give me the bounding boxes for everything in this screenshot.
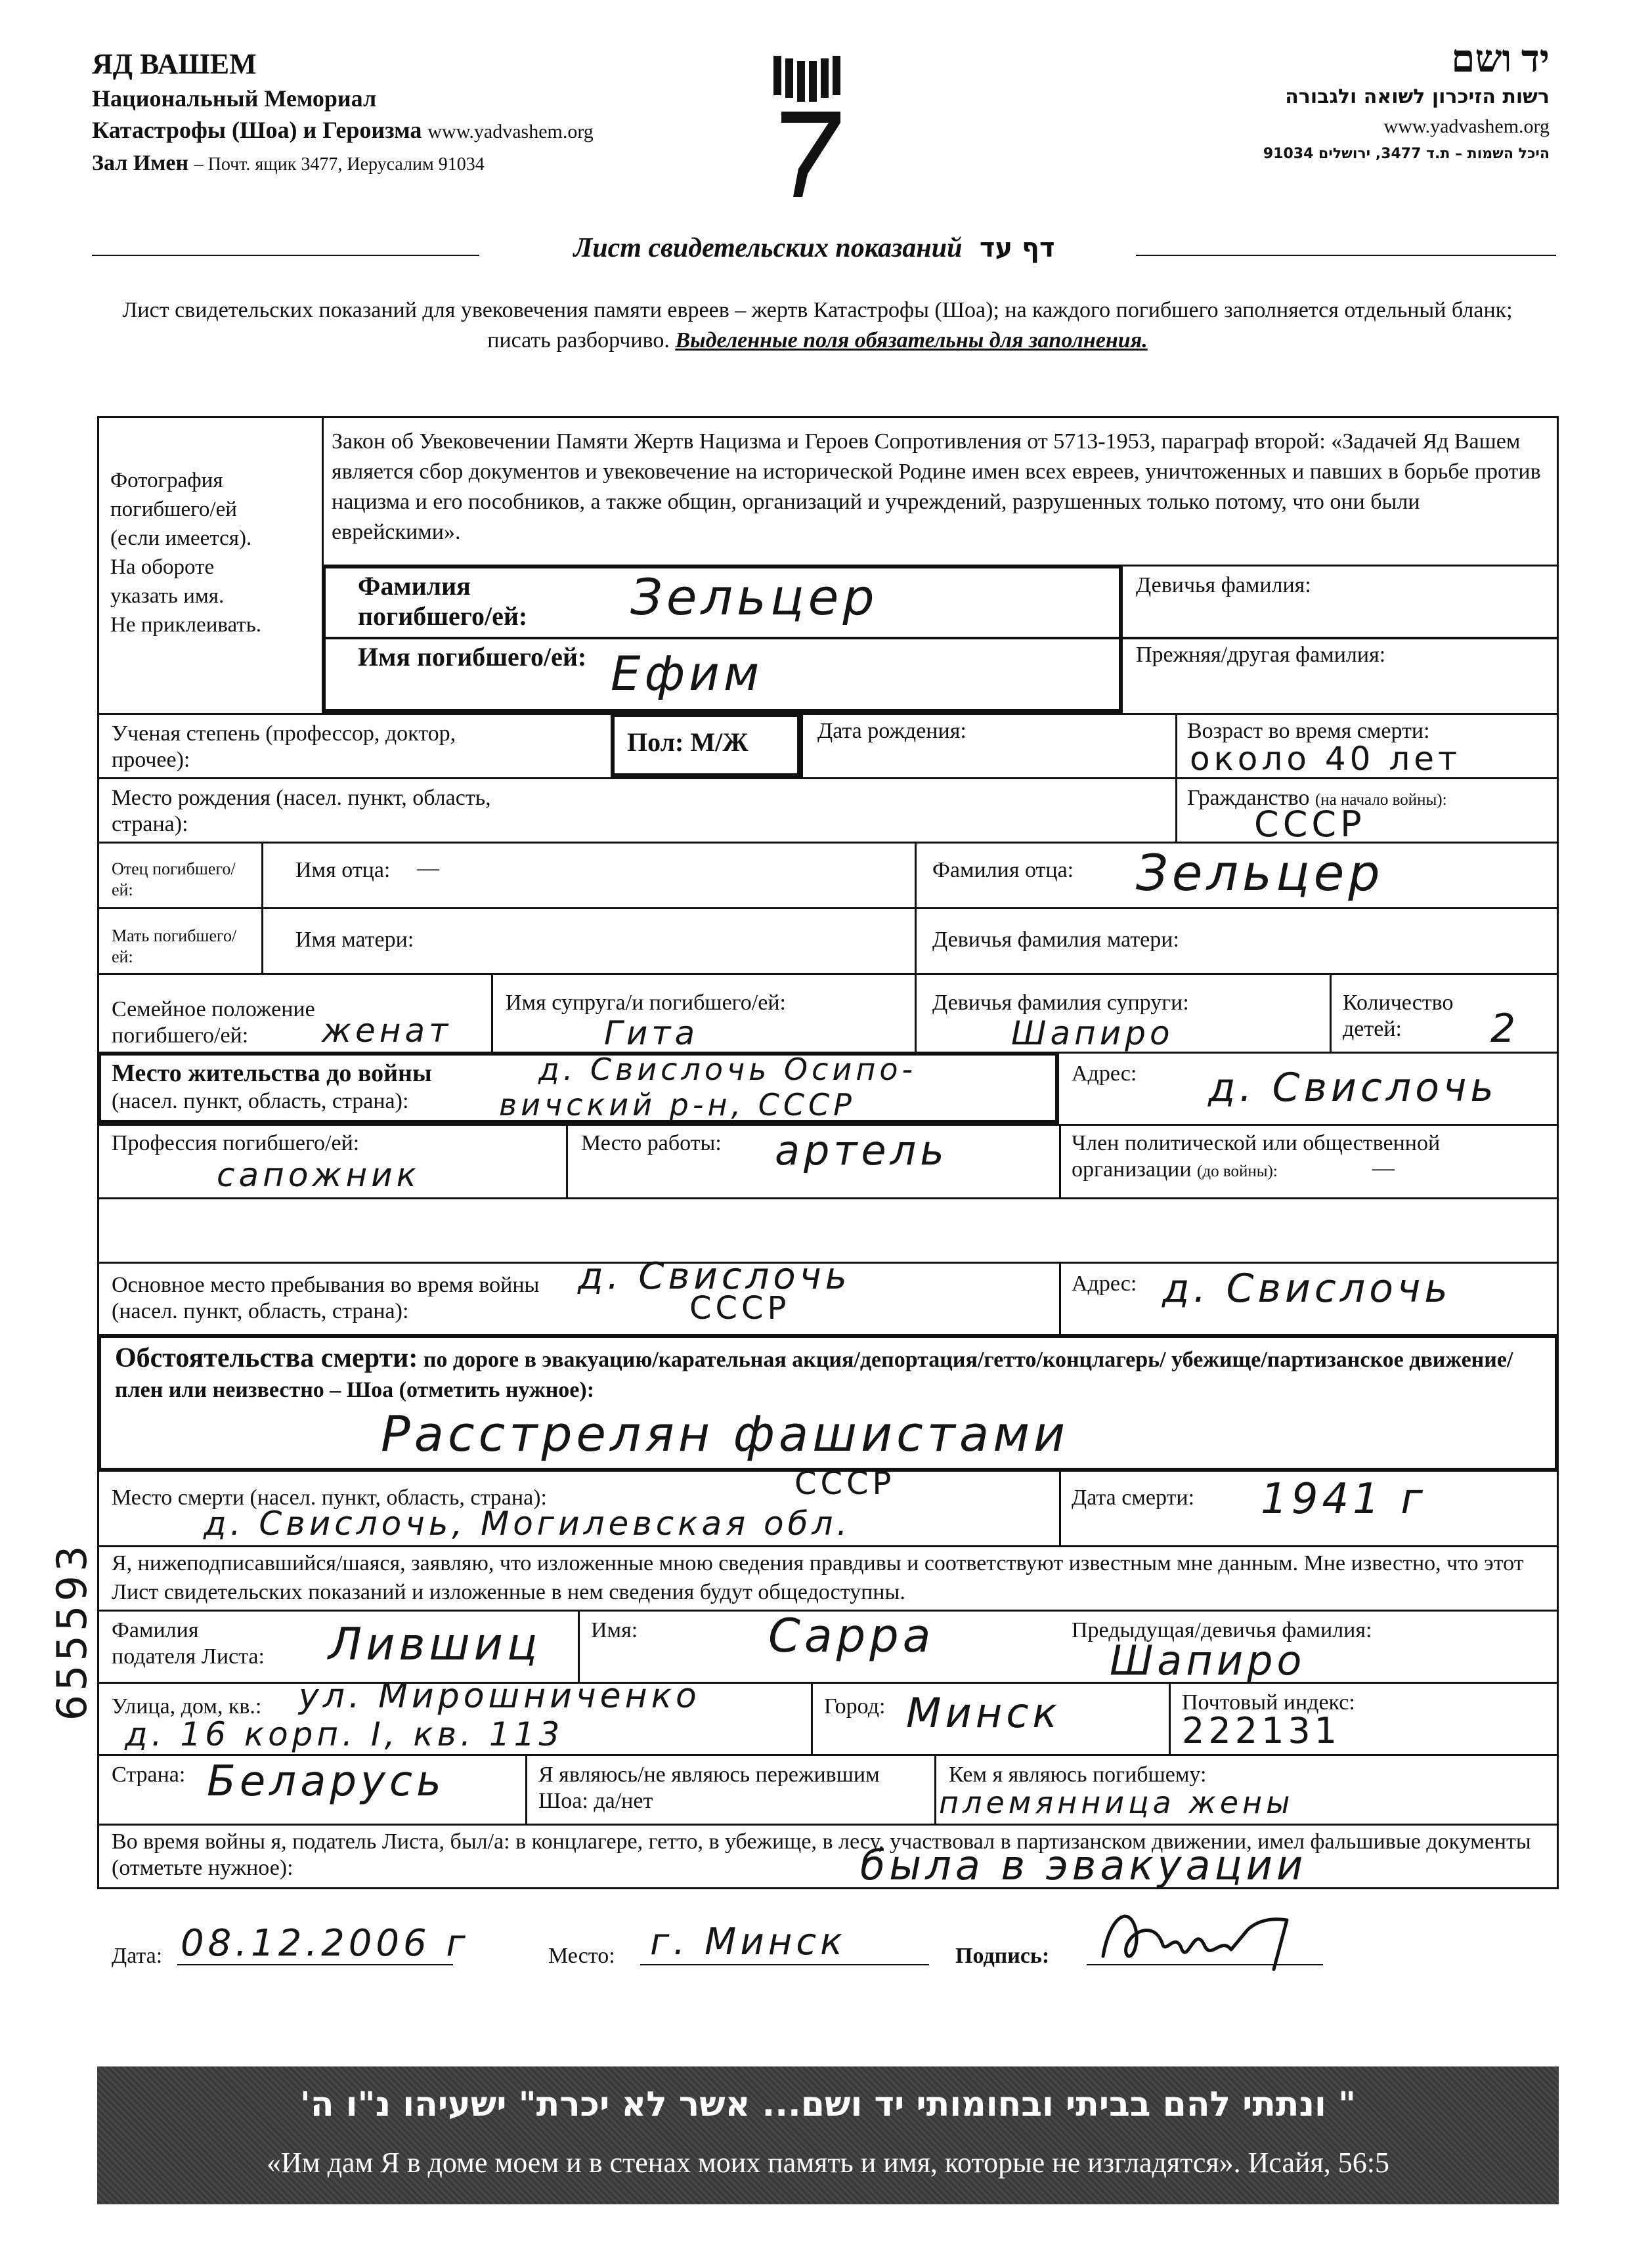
submitter-prev-label: Предыдущая/девичья фамилия: bbox=[1072, 1618, 1372, 1642]
sign-place-label: Место: bbox=[548, 1944, 615, 1968]
relation-label: Кем я являюсь погибшему: bbox=[949, 1763, 1207, 1787]
photo-note-line: На обороте bbox=[110, 555, 215, 579]
street-value-line2[interactable]: д. 16 корп. I, кв. 113 bbox=[125, 1715, 564, 1753]
website-link[interactable]: www.yadvashem.org bbox=[427, 121, 594, 142]
wartime-address-value[interactable]: д. Свислочь bbox=[1162, 1266, 1452, 1312]
birthplace-label: Место рождения (насел. пункт, область, страна): bbox=[112, 786, 491, 836]
residence-address-value[interactable]: д. Свислочь bbox=[1208, 1065, 1498, 1111]
spouse-name-value[interactable]: Гита bbox=[604, 1014, 699, 1052]
wartime-address-label: Адрес: bbox=[1072, 1272, 1137, 1296]
victim-last-name-label: Фамилия погибшего/ей: bbox=[358, 571, 528, 631]
degree-value[interactable] bbox=[368, 747, 597, 773]
country-label: Страна: bbox=[112, 1763, 186, 1787]
membership-value[interactable]: — bbox=[1372, 1156, 1395, 1180]
residence-sublabel: (насел. пункт, область, страна): bbox=[112, 1089, 409, 1113]
dob-label: Дата рождения: bbox=[817, 719, 967, 743]
spouse-maiden-label: Девичья фамилия супруги: bbox=[932, 991, 1189, 1015]
yad-vashem-logo bbox=[768, 49, 854, 200]
org-subtitle-ru: Национальный Мемориал bbox=[92, 85, 377, 112]
submitter-war-label: Во время войны я, податель Листа, был/а: в концлагере, гетто, в убежище, в лесу, участвовал в партизанском движении, имел фальшивые документы (отметьте нужное): bbox=[112, 1829, 1531, 1880]
sign-place-value[interactable]: г. Минск bbox=[650, 1921, 846, 1963]
mother-maiden-value[interactable] bbox=[1248, 945, 1536, 969]
submitter-first-name-label: Имя: bbox=[591, 1618, 638, 1642]
mother-name-label: Имя матери: bbox=[295, 928, 414, 952]
footer-quote-ru: «Им дам Я в доме моем и в стенах моих память и имя, которые не изгладятся». Исайя, 56:5 bbox=[266, 2147, 1390, 2179]
age-value[interactable]: около 40 лет bbox=[1190, 740, 1462, 778]
street-value-line1[interactable]: ул. Мирошниченко bbox=[299, 1677, 701, 1716]
wartime-place-line1[interactable]: д. Свислочь bbox=[578, 1255, 851, 1298]
citizenship-value[interactable]: СССР bbox=[1254, 803, 1366, 845]
death-date-label: Дата смерти: bbox=[1072, 1486, 1195, 1510]
death-circ-options: по дороге в эвакуацию/карательная акция/депортация/гетто/концлагерь/ убежище/партизанское движение/плен или неизвестно – Шоа (отметить нужное): bbox=[115, 1348, 1513, 1402]
victim-maiden-value[interactable] bbox=[1136, 604, 1530, 630]
blank-row bbox=[98, 1200, 1556, 1260]
declaration-text: Я, нижеподписавшийся/шаяся, заявляю, что изложенные мною сведения правдивы и соответствуют известным мне данным. Мне известно, что этот Лист свидетельских показаний и изложенные в нем сведения будут общедоступны. bbox=[112, 1551, 1524, 1604]
death-circumstances-label bbox=[115, 1343, 1546, 1405]
death-circumstances-value[interactable]: Расстрелян фашистами bbox=[381, 1406, 1070, 1463]
death-place-line2[interactable]: д. Свислочь, Могилевская обл. bbox=[204, 1505, 852, 1543]
victim-first-name-value[interactable]: Ефим bbox=[611, 646, 764, 701]
marital-status-label: Семейное положение погибшего/ей: bbox=[112, 997, 315, 1048]
father-last-name-value[interactable]: Зельцер bbox=[1136, 844, 1384, 902]
victim-last-name-value[interactable]: Зельцер bbox=[630, 568, 879, 626]
marital-status-value[interactable]: женат bbox=[322, 1012, 452, 1050]
membership-label: Член политической или общественной организации (до войны): bbox=[1072, 1131, 1441, 1182]
hall-of-names-ru: Зал Имен bbox=[92, 151, 189, 175]
workplace-label: Место работы: bbox=[581, 1131, 722, 1155]
photo-note-line: погибшего/ей bbox=[110, 498, 237, 521]
victim-first-name-label: Имя погибшего/ей: bbox=[358, 642, 587, 672]
survivor-label: Я являюсь/не являюсь пережившим Шоа: да/нет bbox=[538, 1763, 880, 1813]
wartime-place-line2[interactable]: СССР bbox=[689, 1290, 791, 1327]
mother-maiden-label: Девичья фамилия матери: bbox=[932, 928, 1179, 952]
photo-note-line: Фотография bbox=[110, 469, 223, 492]
age-label: Возраст во время смерти: bbox=[1187, 719, 1430, 743]
mother-name-value[interactable] bbox=[460, 945, 893, 969]
submitter-first-name-value[interactable]: Сарра bbox=[768, 1609, 935, 1663]
intro-body: Лист свидетельских показаний для увековечения памяти евреев – жертв Катастрофы (Шоа); на каждого погибшего заполняется отдельный бланк; писать разборчиво. bbox=[122, 298, 1513, 353]
website-he[interactable]: www.yadvashem.org bbox=[1383, 116, 1550, 137]
footer-quote-he: " ונתתי להם בביתי ובחומותי יד ושם... אשר לא יכרת" ישעיהו נ"ו ה' bbox=[299, 2085, 1357, 2124]
submitter-prev-value[interactable]: Шапиро bbox=[1110, 1637, 1306, 1684]
sign-date-label: Дата: bbox=[112, 1944, 163, 1968]
form-title-he: דף עד bbox=[979, 233, 1055, 263]
victim-prev-name-value[interactable] bbox=[1136, 676, 1530, 702]
workplace-value[interactable]: артель bbox=[775, 1126, 948, 1174]
submitter-last-name-value[interactable]: Лившиц bbox=[328, 1619, 542, 1671]
degree-label: Ученая степень (профессор, доктор, прочее): bbox=[112, 721, 456, 772]
header-he bbox=[1077, 36, 1550, 167]
death-place-line1[interactable]: СССР bbox=[794, 1465, 896, 1502]
death-date-value[interactable]: 1941 г bbox=[1261, 1475, 1427, 1524]
postal-address-ru: – Почт. ящик 3477, Иерусалим 91034 bbox=[194, 154, 485, 175]
residence-value-line2[interactable]: вичский р-н, СССР bbox=[499, 1087, 856, 1123]
submitter-war-value[interactable]: была в эвакуации bbox=[860, 1841, 1307, 1889]
header-ru bbox=[92, 46, 749, 181]
street-label: Улица, дом, кв.: bbox=[112, 1694, 262, 1719]
signature-scribble[interactable] bbox=[1090, 1891, 1313, 1976]
submitter-last-name-label: Фамилия подателя Листа: bbox=[112, 1618, 265, 1669]
residence-label bbox=[112, 1058, 545, 1115]
membership-note: (до войны): bbox=[1197, 1163, 1278, 1180]
mother-row-label: Мать погибшего/ей: bbox=[112, 926, 237, 966]
father-name-label: Имя отца: bbox=[295, 858, 391, 882]
photo-note-line: Не приклеивать. bbox=[110, 613, 262, 637]
victim-prev-name-label: Прежняя/другая фамилия: bbox=[1136, 643, 1386, 667]
spouse-name-label: Имя супруга/и погибшего/ей: bbox=[506, 991, 786, 1015]
citizenship-note: (на начало войны): bbox=[1314, 791, 1447, 809]
city-label: Город: bbox=[824, 1694, 886, 1719]
residence-value-line1[interactable]: д. Свислочь Осипо- bbox=[538, 1052, 917, 1087]
profession-label: Профессия погибшего/ей: bbox=[112, 1131, 360, 1155]
death-circ-title: Обстоятельства смерти: bbox=[115, 1343, 418, 1373]
org-name-ru: ЯД ВАШЕМ bbox=[92, 48, 257, 80]
sign-date-value[interactable]: 08.12.2006 г bbox=[181, 1922, 469, 1965]
children-label: Количество детей: bbox=[1343, 991, 1454, 1041]
relation-value[interactable]: племянница жены bbox=[939, 1785, 1294, 1820]
children-value[interactable]: 2 bbox=[1490, 1006, 1520, 1052]
birthplace-value[interactable] bbox=[512, 811, 1162, 838]
profession-value[interactable]: сапожник bbox=[217, 1156, 420, 1194]
gender-label: Пол: М/Ж bbox=[627, 727, 749, 757]
intro-text bbox=[105, 295, 1530, 356]
postal-address-he: היכל השמות – ת.ד 3477, ירושלים 91034 bbox=[1263, 146, 1550, 162]
zip-label: Почтовый индекс: bbox=[1182, 1690, 1355, 1715]
father-row-label: Отец погибшего/ей: bbox=[112, 859, 236, 899]
father-last-name-label: Фамилия отца: bbox=[932, 858, 1074, 882]
signature-label: Подпись: bbox=[955, 1944, 1050, 1968]
city-value[interactable]: Минск bbox=[906, 1689, 1061, 1737]
photo-note bbox=[110, 466, 320, 639]
org-subtitle-he: רשות הזיכרון לשואה ולגבורה bbox=[1285, 85, 1550, 108]
residence-label-text: Место жительства до войны bbox=[112, 1059, 432, 1087]
zip-value[interactable]: 222131 bbox=[1182, 1710, 1341, 1751]
survivor-options[interactable]: да/нет bbox=[594, 1789, 653, 1813]
death-place-label: Место смерти (насел. пункт, область, страна): bbox=[112, 1486, 547, 1510]
org-name-he: יד ושם bbox=[1451, 37, 1550, 80]
photo-note-line: указать имя. bbox=[110, 584, 225, 608]
form-title bbox=[499, 230, 1129, 267]
margin-number: 655593 bbox=[48, 1541, 96, 1721]
victim-maiden-label: Девичья фамилия: bbox=[1136, 573, 1311, 597]
country-value[interactable]: Беларусь bbox=[207, 1757, 445, 1806]
org-subtitle2-ru: Катастрофы (Шоа) и Героизма bbox=[92, 117, 422, 143]
spouse-maiden-value[interactable]: Шапиро bbox=[1011, 1014, 1174, 1052]
wartime-place-label: Основное место пребывания во время войны (насел. пункт, область, страна): bbox=[112, 1273, 540, 1323]
dob-value[interactable] bbox=[817, 748, 1159, 775]
footer-banner bbox=[97, 2066, 1559, 2204]
father-name-value[interactable]: — bbox=[417, 856, 439, 880]
citizenship-label: Гражданство (на начало войны): bbox=[1187, 786, 1447, 810]
law-text: Закон об Увековечении Памяти Жертв Нацизма и Героев Сопротивления от 5713-1953, параграф второй: «Задачей Яд Вашем является сбор документов и увековечение на исторической Родине имен всех евреев, уничтоженных и павших в борьбе против нацизма и его пособников, а также общин, организаций и учреждений, разрушенных только потому, что они были еврейскими». bbox=[332, 429, 1541, 544]
form-title-ru: Лист свидетельских показаний bbox=[573, 233, 963, 263]
intro-emphasis: Выделенные поля обязательны для заполнения. bbox=[675, 328, 1148, 353]
photo-note-line: (если имеется). bbox=[110, 526, 252, 550]
residence-address-label: Адрес: bbox=[1072, 1061, 1137, 1086]
